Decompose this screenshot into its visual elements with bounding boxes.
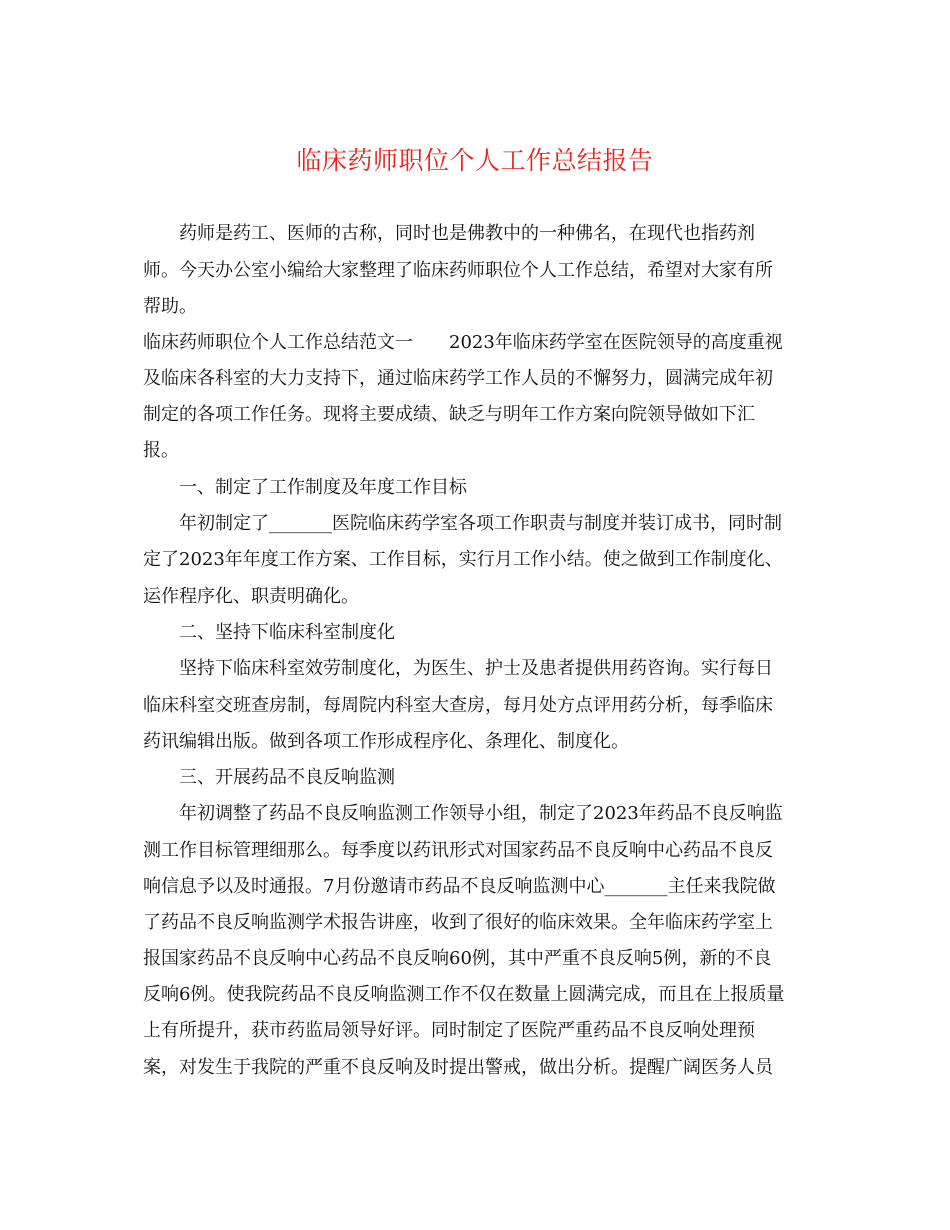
- paragraph-line: 坚持下临床科室效劳制度化，为医生、护士及患者提供用药咨询。实行每日: [179, 658, 773, 679]
- paragraph-line: 反响6例。使我院药品不良反响监测工作不仅在数量上圆满完成，而且在上报质量: [143, 984, 785, 1005]
- section-heading: 三、开展药品不良反响监测: [179, 767, 395, 788]
- paragraph-line: 帮助。: [143, 296, 197, 317]
- paragraph-line: 年初制定了_______医院临床药学室各项工作职责与制度并装订成书，同时制: [179, 513, 782, 534]
- paragraph-line: 制定的各项工作任务。现将主要成绩、缺乏与明年工作方案向院领导做如下汇: [143, 404, 755, 425]
- paragraph-line: 了药品不良反响监测学术报告讲座，收到了很好的临床效果。全年临床药学室上: [143, 912, 773, 933]
- paragraph-line: 师。今天办公室小编给大家整理了临床药师职位个人工作总结，希望对大家有所: [143, 260, 773, 281]
- paragraph-line: 运作程序化、职责明确化。: [143, 586, 359, 607]
- document-title: 临床药师职位个人工作总结报告: [296, 146, 654, 175]
- paragraph-line: 及临床各科室的大力支持下，通过临床药学工作人员的不懈努力，圆满完成年初: [143, 368, 773, 389]
- paragraph-line: 响信息予以及时通报。7月份邀请市药品不良反响监测中心_______主任来我院做: [143, 876, 776, 897]
- paragraph-line: 案，对发生于我院的严重不良反响及时提出警戒，做出分析。提醒广阔医务人员: [143, 1057, 773, 1078]
- paragraph-line: 药讯编辑出版。做到各项工作形成程序化、条理化、制度化。: [143, 731, 629, 752]
- paragraph-line: 报国家药品不良反响中心药品不良反响60例，其中严重不良反响5例，新的不良: [143, 948, 772, 969]
- paragraph-line: 药师是药工、医师的古称，同时也是佛教中的一种佛名，在现代也指药剂: [179, 223, 755, 244]
- paragraph-line: 上有所提升，获市药监局领导好评。同时制定了医院严重药品不良反响处理预: [143, 1020, 755, 1041]
- paragraph-line: 年初调整了药品不良反响监测工作领导小组，制定了2023年药品不良反响监: [179, 803, 783, 824]
- section-heading: 二、坚持下临床科室制度化: [179, 622, 395, 643]
- paragraph-line: 测工作目标管理细那么。每季度以药讯形式对国家药品不良反响中心药品不良反: [143, 840, 773, 861]
- paragraph-line: 定了2023年年度工作方案、工作目标，实行月工作小结。使之做到工作制度化、: [143, 549, 783, 570]
- section-heading: 一、制定了工作制度及年度工作目标: [179, 477, 467, 498]
- paragraph-line: 临床药师职位个人工作总结范文一 2023年临床药学室在医院领导的高度重视: [143, 332, 783, 353]
- paragraph-line: 临床科室交班查房制，每周院内科室大查房，每月处方点评用药分析，每季临床: [143, 695, 773, 716]
- paragraph-line: 报。: [143, 440, 179, 461]
